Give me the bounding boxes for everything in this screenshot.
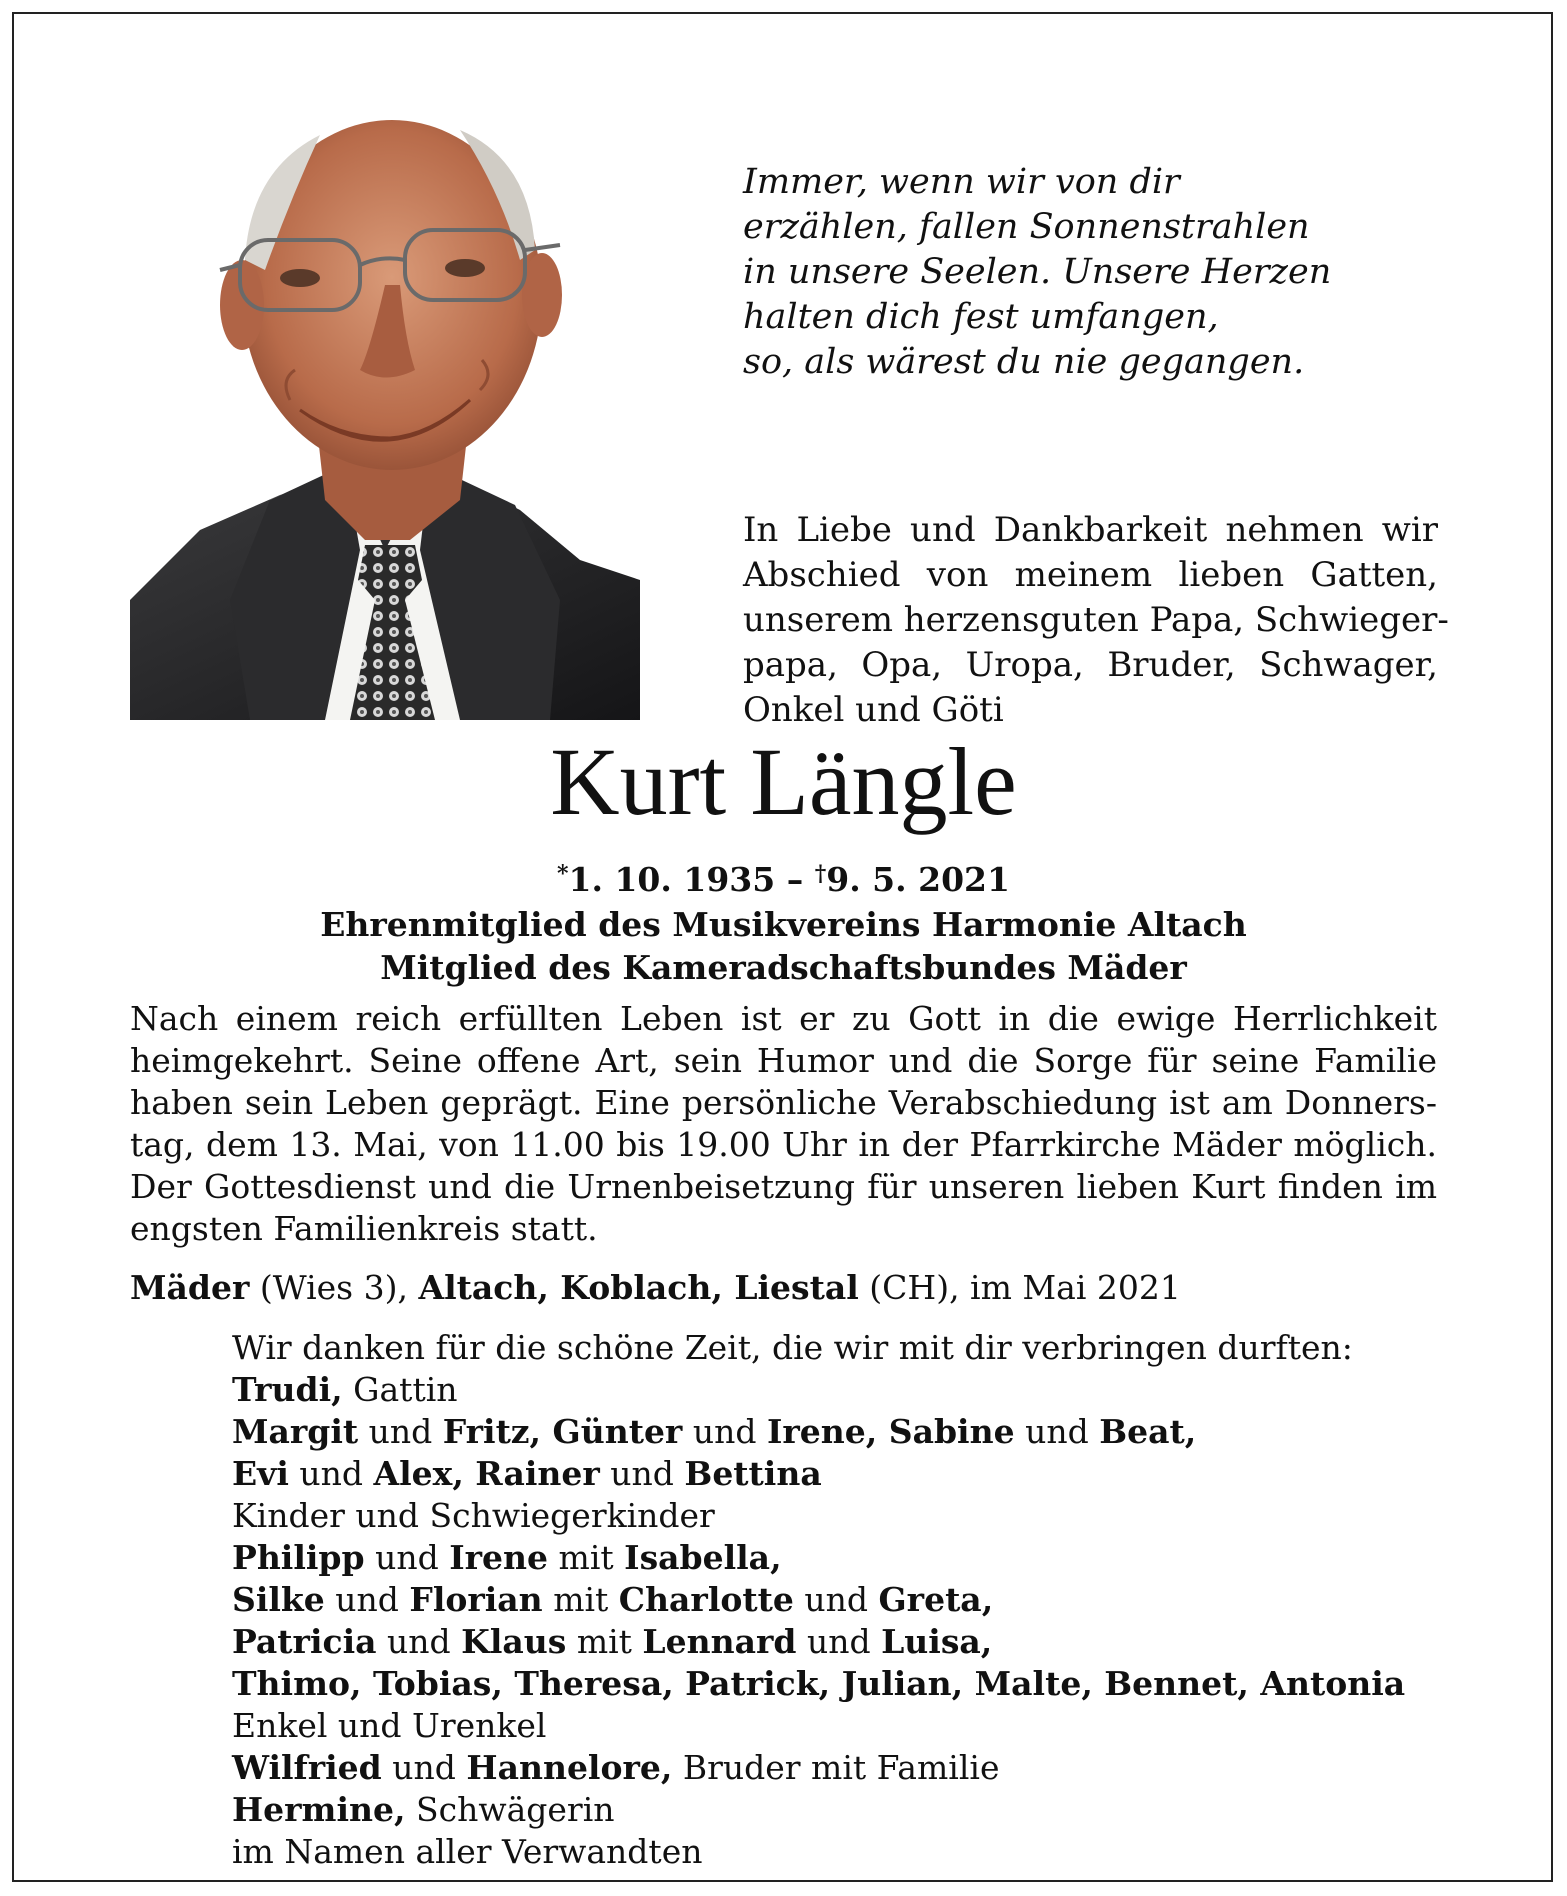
family-name: Florian [409,1580,543,1619]
family-role: Schwägerin [416,1790,615,1829]
thanks-line: Wir danken für die schöne Zeit, die wir mit dir verbringen durften: [232,1328,1353,1367]
honors [0,903,1567,989]
portrait-photo-icon [130,80,640,720]
family-list [232,1327,1462,1873]
family-conj: und [610,1454,674,1493]
portrait-photo [130,80,640,720]
honor-line: Ehrenmitglied des Musikvereins Harmonie Altach [320,905,1247,944]
family-line [232,1621,1462,1663]
family-conj: und [368,1412,433,1451]
place-address: (Wies 3), [259,1268,408,1307]
family-name: Thimo, Tobias, Theresa, Patrick, Julian, Malte, Bennet, Antonia [232,1664,1406,1703]
poem-line: halten dich fest umfangen, [743,297,1219,337]
body-line: Nach einem reich erfüllten Leben ist er zu Gott in die ewige Herrlichkeit [130,999,1437,1038]
death-date: 9. 5. 2021 [826,860,1010,899]
family-line [232,1411,1462,1453]
family-name: Alex, Rainer [373,1454,600,1493]
poem-line: so, als wärest du nie gegangen. [743,342,1305,382]
family-line [232,1369,1462,1411]
family-conj: und [804,1580,868,1619]
family-conj: mit [558,1538,614,1577]
family-name: Charlotte [618,1580,794,1619]
family-conj: und [387,1622,451,1661]
family-name: Hermine, [232,1790,406,1829]
place-towns: Altach, Koblach, Liestal [418,1268,859,1307]
family-name: Hannelore, [466,1748,673,1787]
closing-line: im Namen aller Verwandten [232,1832,703,1871]
family-name: Fritz, Günter [442,1412,683,1451]
intro-line: In Liebe und Dankbarkeit nehmen wir [743,510,1438,550]
family-name: Silke [232,1580,325,1619]
family-line [232,1453,1462,1495]
family-line [232,1747,1462,1789]
birth-date: 1. 10. 1935 [568,860,776,899]
intro-line: unserem herzensguten Papa, Schwieger- [743,600,1449,640]
intro-paragraph [743,508,1449,733]
family-name: Klaus [461,1622,567,1661]
family-name: Evi [232,1454,289,1493]
body-line: tag, dem 13. Mai, von 11.00 bis 19.00 Uhr in der Pfarrkirche Mäder möglich. [130,1125,1437,1164]
intro-line: papa, Opa, Uropa, Bruder, Schwager, [743,645,1438,685]
family-conj: und [335,1580,399,1619]
poem-line: Immer, wenn wir von dir [743,162,1180,202]
family-line [232,1789,1462,1831]
life-dates [0,852,1567,902]
family-conj: und [299,1454,364,1493]
place-country-date: (CH), im Mai 2021 [869,1268,1181,1307]
family-name: Bettina [684,1454,822,1493]
family-conj: und [375,1538,439,1577]
family-name: Greta, [878,1580,994,1619]
family-name: Luisa, [881,1622,993,1661]
date-separator: – [786,860,804,899]
body-paragraph [130,998,1437,1250]
family-role: Gattin [353,1370,458,1409]
family-line [232,1579,1462,1621]
family-name: Patricia [232,1622,377,1661]
poem-line: in unsere Seelen. Unsere Herzen [743,252,1332,292]
family-role: Bruder mit Familie [682,1748,1000,1787]
honor-line: Mitglied des Kameradschaftsbundes Mäder [380,948,1187,987]
poem-line: erzählen, fallen Sonnenstrahlen [743,207,1310,247]
family-line [232,1537,1462,1579]
family-name: Margit [232,1412,359,1451]
body-line: heimgekehrt. Seine offene Art, sein Humor und die Sorge für seine Familie [130,1041,1437,1080]
family-conj: und [692,1412,757,1451]
death-mark: † [814,861,827,887]
family-conj: und [392,1748,456,1787]
body-line: Der Gottesdienst und die Urnenbeisetzung für unseren lieben Kurt finden im [130,1167,1437,1206]
family-name: Beat, [1099,1412,1197,1451]
family-name: Isabella, [624,1538,782,1577]
place-town: Mäder [130,1268,250,1307]
family-label: Enkel und Urenkel [232,1706,547,1745]
family-name: Trudi, [232,1370,343,1409]
family-line [232,1663,1462,1705]
family-conj: mit [553,1580,609,1619]
family-name: Lennard [642,1622,797,1661]
family-conj: mit [576,1622,632,1661]
family-name: Philipp [232,1538,365,1577]
poem [743,160,1463,385]
body-line: engsten Familienkreis statt. [130,1209,598,1248]
birth-mark: * [557,861,569,887]
family-conj: und [1025,1412,1089,1451]
family-name: Wilfried [232,1748,382,1787]
intro-line: Abschied von meinem lieben Gatten, [743,555,1438,595]
deceased-name: Kurt Längle [550,728,1017,835]
intro-line: Onkel und Göti [743,690,1004,730]
place-date-line [130,1266,1437,1310]
family-name: Irene, Sabine [766,1412,1015,1451]
family-label: Kinder und Schwiegerkinder [232,1496,715,1535]
body-line: haben sein Leben geprägt. Eine persönliche Verabschiedung ist am Donners- [130,1083,1437,1122]
family-name: Irene [449,1538,549,1577]
family-conj: und [806,1622,871,1661]
